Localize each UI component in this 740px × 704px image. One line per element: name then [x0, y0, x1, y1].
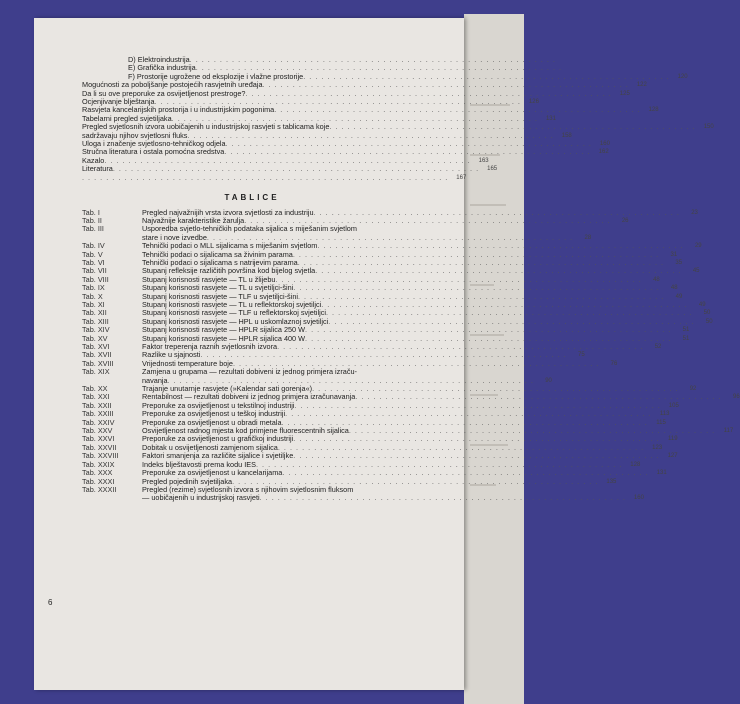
- leader-dots: . . . . . . . . . . . . . . . . . . . . . . . . . . . . . . . . . . . . . . . . . . . . . . . . . . . . . . . . . . . . .: [321, 299, 688, 309]
- table-entry-label: Tab. XVIII: [82, 358, 114, 368]
- table-entry-title: Usporedba svjetlo-tehničkih podataka sijalica s miješanim svjetlom: [142, 224, 357, 234]
- toc-entry-page: 126: [528, 99, 539, 106]
- table-entry-title: Stupanj korisnosti rasvjete — HPLR sijalica 400 W: [142, 333, 306, 343]
- toc-entry-title: Tabelarni pregled svjetiljaka: [82, 113, 172, 123]
- table-entry-label: Tab. XXIV: [82, 417, 115, 427]
- leader-dots: . . . . . . . . . . . . . . . . . . . . . . . . . . . . . . . . . . . . . . . . . . . . . . . . . . . . . . . . . . . . .: [277, 442, 645, 452]
- leader-dots: . . . . . . . . . . . . . . . . . . . . . . . . . . . . . . . . . . . . . . . . . . . . . . . . . . . . . . . . . . . . .: [313, 207, 680, 217]
- table-entry-title: Osvijetljenost radnog mjesta kod primjene fluorescentnih sijalica: [142, 426, 349, 436]
- table-entry-label: Tab. XXIII: [82, 409, 114, 419]
- table-entry-page: 26: [621, 217, 629, 224]
- table-entry-label: Tab. XXI: [82, 392, 110, 402]
- table-entry-title: Preporuke za osvijetljenost u kancelarijama: [142, 468, 283, 478]
- table-entry-title: Preporuke za osvijetljenost u obradi metala: [142, 417, 282, 427]
- leader-dots: . . . . . . . . . . . . . . . . . . . . . . . . . . . . . . . . . . . . . . . . . . . . . . . . . . . . . . . . . . . . .: [292, 249, 660, 259]
- leader-dots: . . . . . . . . . . . . . . . . . . . . . . . . . . . . . . . . . . . . . . . . . . . . . . . . . . . . . . . . . . . . .: [297, 257, 665, 267]
- table-entry-title: Tehnički podaci o sijalicama sa živinim parama: [142, 249, 293, 259]
- leader-dots: . . . . . . . . . . . . . . . . . . . . . . . . . . . . . . . . . . . . . . . . . . . . . . . . . . . . . . . . . . . . .: [195, 63, 563, 73]
- table-entry-label: Tab. II: [82, 215, 102, 225]
- table-entry-page: 48: [653, 276, 660, 283]
- table-entry-label: Tab. XVI: [82, 342, 110, 351]
- leader-dots: . . . . . . . . . . . . . . . . . . . . . . . . . . . . . . . . . . . . . . . . . . . . . . . . . . . . . . . . . . . . .: [167, 375, 534, 385]
- leader-dots: . . . . . . . . . . . . . . . . . . . . . . . . . . . . . . . . . . . . . . . . . . . . . . . . . . . . . . . . . . . . .: [293, 283, 660, 293]
- leader-dots: . . . . . . . . . . . . . . . . . . . . . . . . . . . . . . . . . . . . . . . . . . . . . . . . . . . . . . . . . . . . .: [293, 434, 660, 444]
- table-entry-title: Indeks blještavosti prema kodu IES: [142, 459, 256, 469]
- page-content: [82, 55, 740, 503]
- table-entry-label: Tab. XXVII: [82, 442, 117, 452]
- leader-dots: . . . . . . . . . . . . . . . . . . . . . . . . . . . . . . . . . . . . . . . . . . . . . . . . . . . . . . . . . . . . .: [348, 426, 716, 436]
- table-entry-label: Tab. VIII: [82, 274, 109, 284]
- leader-dots: . . . . . . . . . . . . . . . . . . . . . . . . . . . . . . . . . . . . . . . . . . . . . . . . . . . . . . . . . . . . .: [329, 122, 696, 132]
- leader-dots: . . . . . . . . . . . . . . . . . . . . . . . . . . . . . . . . . . . . . . . . . . . . . . . . . . . . . . . . . . . . .: [317, 241, 684, 251]
- leader-dots: . . . . . . . . . . . . . . . . . . . . . . . . . . . . . . . . . . . . . . . . . . . . . . . . . . . . . . . . . . . . .: [294, 400, 661, 410]
- table-entry-page: 128: [630, 461, 641, 468]
- toc-entry-title: Ocjenjivanje blještanja: [82, 97, 155, 107]
- table-entry-title: Stupanj korisnosti rasvjete — TLF u reflektorskoj svjetiljci: [142, 308, 326, 318]
- table-entry-label: Tab. XXIX: [82, 459, 115, 469]
- leader-dots: . . . . . . . . . . . . . . . . . . . . . . . . . . . . . . . . . . . . . . . . . . . . . . . . . . . . . . . . . . . . .: [305, 325, 672, 335]
- toc-entry-title: Pregled svjetlosnih izvora uobičajenih u industrijskoj rasvjeti s tablicama koje: [82, 122, 330, 132]
- table-entry-page: 92: [689, 386, 697, 393]
- table-entry-label: Tab. XIII: [82, 316, 109, 326]
- table-entry-page: 49: [698, 301, 706, 308]
- table-entry-label: Tab. III: [82, 224, 104, 234]
- leader-dots: . . . . . . . . . . . . . . . . . . . . . . . . . . . . . . . . . . . . . . . . . . . . . . . . . . . . . . . . . . . . .: [282, 468, 649, 478]
- leader-dots: . . . . . . . . . . . . . . . . . . . . . . . . . . . . . . . . . . . . . . . . . . . . . . . . . . . . . . . . . . . . .: [232, 476, 599, 486]
- table-entry-page: 31: [670, 251, 678, 258]
- toc-entry-page: 162: [598, 149, 609, 156]
- table-entry-page: 123: [652, 444, 663, 451]
- table-entry-title: Stupanj korisnosti rasvjete — TLF u svjetiljci-šini: [142, 291, 298, 301]
- table-entry-title: Pregled pojedinih svjetiljaka: [142, 476, 233, 486]
- table-entry-title: Razlike u sjajnosti: [142, 350, 201, 360]
- table-entry-title: Pregled najvažnijih vrsta izvora svjetlosti za industriju: [142, 207, 314, 217]
- table-entry-page: 160: [633, 495, 644, 502]
- leader-dots: . . . . . . . . . . . . . . . . . . . . . . . . . . . . . . . . . . . . . . . . . . . . . . . . . . . . . . . . . . . . .: [277, 342, 644, 351]
- leader-dots: . . . . . . . . . . . . . . . . . . . . . . . . . . . . . . . . . . . . . . . . . . . . . . . . . . . . . . . . . . . . .: [187, 130, 554, 140]
- leader-dots: . . . . . . . . . . . . . . . . . . . . . . . . . . . . . . . . . . . . . . . . . . . . . . . . . . . . . . . . . . . . .: [245, 88, 612, 98]
- toc-entry-page: 167: [456, 174, 467, 181]
- table-entry-page: 48: [670, 285, 678, 292]
- leader-dots: . . . . . . . . . . . . . . . . . . . . . . . . . . . . . . . . . . . . . . . . . . . . . . . . . . . . . . . . . . . . .: [206, 232, 574, 242]
- table-entry-page: 75: [578, 352, 585, 359]
- table-entry-title: Stupanj korisnosti rasvjete — HPLR sijalica 250 W: [142, 325, 306, 335]
- table-entry-page: 50: [705, 318, 713, 325]
- leader-dots: . . . . . . . . . . . . . . . . . . . . . . . . . . . . . . . . . . . . . . . . . . . . . . . . . . . . . . . . . . . . .: [82, 172, 449, 182]
- leader-dots: . . . . . . . . . . . . . . . . . . . . . . . . . . . . . . . . . . . . . . . . . . . . . . . . . . . . . . . . . . . . .: [259, 493, 626, 503]
- table-entry-label: Tab. XXXII: [82, 484, 117, 494]
- table-entry-title: Stupanj korisnosti rasvjete — TL u svjetiljci-šini: [142, 283, 294, 293]
- table-entry-page: 51: [682, 335, 690, 342]
- leader-dots: . . . . . . . . . . . . . . . . . . . . . . . . . . . . . . . . . . . . . . . . . . . . . . . . . . . . . . . . . . . . .: [244, 215, 611, 225]
- table-entry-title: Faktor treperenja raznih svjetlosnih izvora: [142, 342, 278, 351]
- leader-dots: . . . . . . . . . . . . . . . . . . . . . . . . . . . . . . . . . . . . . . . . . . . . . . . . . . . . . . . . . . . . .: [281, 417, 648, 427]
- toc-entry-page: 122: [636, 82, 647, 89]
- table-entry-label: Tab. XIV: [82, 325, 110, 335]
- toc-entry-page: 160: [599, 141, 610, 148]
- leader-dots: . . . . . . . . . . . . . . . . . . . . . . . . . . . . . . . . . . . . . . . . . . . . . . . . . . . . . . . . . . . . .: [355, 392, 722, 402]
- leader-dots: . . . . . . . . . . . . . . . . . . . . . . . . . . . . . . . . . . . . . . . . . . . . . . . . . . . . . . . . . . . . .: [325, 308, 693, 318]
- table-entry-page: 115: [656, 419, 666, 426]
- leader-dots: . . . . . . . . . . . . . . . . . . . . . . . . . . . . . . . . . . . . . . . . . . . . . . . . . . . . . . . . . . . . .: [298, 291, 665, 301]
- leader-dots: . . . . . . . . . . . . . . . . . . . . . . . . . . . . . . . . . . . . . . . . . . . . . . . . . . . . . . . . . . . . .: [189, 55, 556, 64]
- table-entry-label: Tab. XXVI: [82, 434, 115, 444]
- toc-entry-title: Stručna literatura i ostala pomoćna sredstva: [82, 147, 225, 157]
- table-entry-title: Faktori smanjenja za različite sijalice i svjetiljke: [142, 451, 294, 461]
- table-entry-title: navanja: [142, 375, 168, 385]
- table-entry-page: 96: [732, 394, 740, 401]
- table-entry-title: Trajanje unutarnje rasvjete (»Kalendar sati gorenja«): [142, 384, 313, 394]
- toc-entry-title: F) Prostorije ugrožene od eksplozije i vlažne prostorije: [128, 71, 304, 81]
- toc-entry-title: Rasvjeta kancelarijskih prostorija i u industrijskim pogonima: [82, 105, 275, 115]
- table-entry-title: Preporuke za osvijetljenost u teškoj industriji: [142, 409, 286, 419]
- table-entry-label: Tab. XII: [82, 308, 107, 318]
- table-entry-label: Tab. XXII: [82, 400, 112, 410]
- table-entry-page: 135: [606, 478, 617, 485]
- table-entry-label: Tab. V: [82, 249, 103, 259]
- leader-dots: . . . . . . . . . . . . . . . . . . . . . . . . . . . . . . . . . . . . . . . . . . . . . . . . . . . . . . . . . . . . .: [274, 105, 641, 115]
- table-entry-label: Tab. XXVIII: [82, 451, 119, 461]
- leader-dots: . . . . . . . . . . . . . . . . . . . . . . . . . . . . . . . . . . . . . . . . . . . . . . . . . . . . . . . . . . . . .: [255, 459, 623, 469]
- leader-dots: . . . . . . . . . . . . . . . . . . . . . . . . . . . . . . . . . . . . . . . . . . . . . . . . . . . . . . . . . . . . .: [293, 451, 660, 461]
- table-entry-page: 119: [668, 436, 678, 443]
- leader-dots: . . . . . . . . . . . . . . . . . . . . . . . . . . . . . . . . . . . . . . . . . . . . . . . . . . . . . . . . . . . . .: [233, 358, 600, 368]
- table-entry-page: 105: [668, 402, 679, 409]
- table-entry-title: Rentabilnost — rezultati dobiveni iz jednog primjera izračunavanja: [142, 392, 356, 402]
- table-entry-label: Tab. XI: [82, 299, 105, 309]
- tablice-heading: TABLICE: [224, 193, 280, 203]
- table-entry-page: 90: [545, 377, 552, 384]
- table-entry-title: Preporuke za osvijetljenost u tekstilnoj industriji: [142, 400, 295, 410]
- table-entry-title: Vrijednosti temperature boje: [142, 358, 233, 368]
- table-entry-page: 45: [692, 268, 700, 275]
- table-entry-title: Stupanj korisnosti rasvjete — TL u žlijebu: [142, 274, 276, 284]
- leader-dots: . . . . . . . . . . . . . . . . . . . . . . . . . . . . . . . . . . . . . . . . . . . . . . . . . . . . . . . . . . . . .: [305, 333, 672, 343]
- table-entry-page: 50: [703, 310, 711, 317]
- leader-dots: . . . . . . . . . . . . . . . . . . . . . . . . . . . . . . . . . . . . . . . . . . . . . . . . . . . . . . . . . . . . .: [225, 139, 592, 149]
- toc-entry-page: 158: [561, 132, 572, 139]
- toc-entry-title: Uloga i značenje svjetlosno-tehničkog odjela: [82, 139, 226, 149]
- table-entry-title: Pregled (rezime) svjetlosnih izvora s njihovim svjetlosnim fluksom: [142, 484, 354, 494]
- table-entry-label: Tab. XV: [82, 333, 108, 343]
- toc-entry-title: Kazalo: [82, 155, 105, 165]
- leader-dots: . . . . . . . . . . . . . . . . . . . . . . . . . . . . . . . . . . . . . . . . . . . . . . . . . . . . . . . . . . . . .: [303, 71, 670, 81]
- leader-dots: . . . . . . . . . . . . . . . . . . . . . . . . . . . . . . . . . . . . . . . . . . . . . . . . . . . . . . . . . . . . .: [315, 266, 682, 276]
- table-entry-label: Tab. I: [82, 207, 100, 217]
- table-entry-title: Stupanj refleksije različitih površina kod bijelog svjetla: [142, 266, 316, 276]
- table-entry-page: 35: [675, 259, 683, 266]
- leader-dots: . . . . . . . . . . . . . . . . . . . . . . . . . . . . . . . . . . . . . . . . . . . . . . . . . . . . . . . . . . . . .: [312, 384, 679, 394]
- table-entry-title: — uobičajenih u industrijskoj rasvjeti: [142, 493, 260, 503]
- table-entry-title: Dobitak u osvijetljenosti zamjenom sijalica: [142, 442, 278, 452]
- table-entry-page: 29: [694, 243, 702, 250]
- table-entry-page: 113: [659, 411, 670, 418]
- table-entry-title: Zamjena u grupama — rezultati dobiveni iz jednog primjera izraču-: [142, 367, 357, 377]
- table-entry-page: 117: [723, 428, 734, 435]
- toc-entry-title: E) Grafička industrija: [128, 63, 196, 73]
- toc-entry: [82, 172, 467, 182]
- toc-entry-title: D) Elektroindustrija: [128, 55, 190, 64]
- table-entry-title: Stupanj korisnosti rasvjete — TL u reflektorskoj svjetiljci: [142, 299, 322, 309]
- table-entry-label: Tab. IX: [82, 283, 105, 293]
- table-entry-title: stare i nove izvedbe: [142, 232, 207, 242]
- toc-entry-page: 165: [487, 166, 498, 173]
- toc-entry-page: 125: [619, 90, 630, 97]
- leader-dots: . . . . . . . . . . . . . . . . . . . . . . . . . . . . . . . . . . . . . . . . . . . . . . . . . . . . . . . . . . . . .: [224, 147, 591, 157]
- toc-entry-title: sadržavaju njihov svjetlosni fluks: [82, 130, 188, 140]
- table-of-contents: [82, 55, 714, 182]
- table-entry-label: Tab. XXV: [82, 426, 113, 436]
- table-entry-page: 131: [656, 470, 667, 477]
- table-entry-page: 127: [667, 453, 678, 460]
- leader-dots: . . . . . . . . . . . . . . . . . . . . . . . . . . . . . . . . . . . . . . . . . . . . . . . . . . . . . . . . . . . . .: [285, 409, 652, 419]
- toc-entry-title: Mogućnosti za poboljšanje postojećih rasvjetnih uređaja: [82, 80, 263, 90]
- toc-entry-title: Da li su ove preporuke za osvijetljenost prestroge?: [82, 88, 246, 98]
- table-entry-page: 23: [691, 209, 698, 216]
- table-entry-title: Preporuke za osvijetljenost u grafičkoj industriji: [142, 434, 294, 444]
- tables-list: [82, 207, 740, 503]
- table-entry-label: Tab. IV: [82, 241, 105, 251]
- table-entry-label: Tab. XXXI: [82, 476, 115, 486]
- toc-entry-page: 150: [703, 124, 714, 131]
- table-entry-label: Tab. XVII: [82, 350, 112, 360]
- table-entry-label: Tab. X: [82, 291, 103, 301]
- table-entry-label: Tab. XIX: [82, 367, 110, 377]
- toc-entry-page: 163: [478, 157, 489, 164]
- table-entry-page: 49: [675, 293, 683, 300]
- table-entry-label: Tab. XX: [82, 384, 108, 394]
- table-entry-title: Stupanj korisnosti rasvjete — HPL u uskomlaznoj svjetiljci: [142, 316, 329, 326]
- toc-entry-page: 131: [545, 115, 556, 122]
- table-entry-label: Tab. VII: [82, 266, 107, 276]
- leader-dots: . . . . . . . . . . . . . . . . . . . . . . . . . . . . . . . . . . . . . . . . . . . . . . . . . . . . . . . . . . . . .: [154, 97, 521, 107]
- table-entry-title: Tehnički podaci o sijalicama s natrijevim parama: [142, 257, 298, 267]
- leader-dots: . . . . . . . . . . . . . . . . . . . . . . . . . . . . . . . . . . . . . . . . . . . . . . . . . . . . . . . . . . . . .: [104, 155, 471, 165]
- table-entry-label: Tab. XXX: [82, 468, 113, 478]
- table-entry-continuation: [82, 493, 644, 503]
- leader-dots: . . . . . . . . . . . . . . . . . . . . . . . . . . . . . . . . . . . . . . . . . . . . . . . . . . . . . . . . . . . . .: [262, 80, 629, 90]
- table-entry-title: Tehnički podaci o MLL sijalicama s miješanim svjetlom: [142, 241, 318, 251]
- leader-dots: . . . . . . . . . . . . . . . . . . . . . . . . . . . . . . . . . . . . . . . . . . . . . . . . . . . . . . . . . . . . .: [275, 274, 642, 284]
- table-entry-page: 28: [584, 234, 592, 241]
- table-entry-page: 76: [610, 360, 618, 367]
- table-entry-title: Najvažnije karakteristike žarulja: [142, 215, 245, 225]
- leader-dots: . . . . . . . . . . . . . . . . . . . . . . . . . . . . . . . . . . . . . . . . . . . . . . . . . . . . . . . . . . . . .: [200, 350, 567, 360]
- page-number: 6: [48, 598, 53, 607]
- leader-dots: . . . . . . . . . . . . . . . . . . . . . . . . . . . . . . . . . . . . . . . . . . . . . . . . . . . . . . . . . . . . .: [171, 113, 538, 123]
- leader-dots: . . . . . . . . . . . . . . . . . . . . . . . . . . . . . . . . . . . . . . . . . . . . . . . . . . . . . . . . . . . . .: [112, 164, 480, 174]
- toc-entry-page: 128: [648, 107, 659, 114]
- leader-dots: . . . . . . . . . . . . . . . . . . . . . . . . . . . . . . . . . . . . . . . . . . . . . . . . . . . . . . . . . . . . .: [328, 316, 695, 326]
- toc-entry-page: 120: [677, 73, 688, 80]
- table-entry-label: Tab. VI: [82, 257, 105, 267]
- table-entry-page: 51: [682, 327, 690, 334]
- toc-entry-title: Literatura: [82, 164, 113, 174]
- table-entry-page: 52: [654, 344, 662, 350]
